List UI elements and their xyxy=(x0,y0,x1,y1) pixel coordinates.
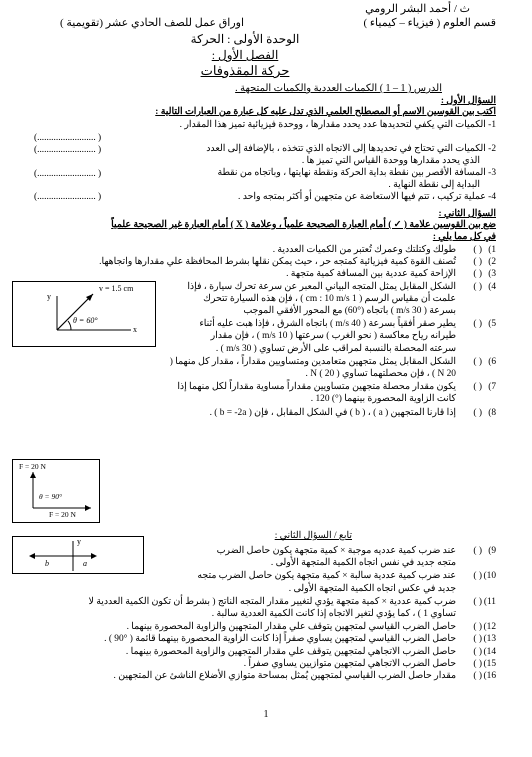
statement-line xyxy=(10,357,496,368)
statement-text: تساوي 1 ) ، كما يؤدي لتغير الاتجاه إذا كانت الكمية العددية سالبة . xyxy=(211,609,456,619)
fig2-force-top: F = 20 N xyxy=(19,462,46,471)
fig2-angle: θ = 90° xyxy=(39,492,62,501)
statement-text: إذا قارنا المتجهين ( a ) ، ( b ) في الشكل المقابل ، فإن ( b = -2a ) . xyxy=(209,407,456,418)
q1-instruction: اكتب بين القوسين الاسم أو المصطلح العلمي الذي تدل عليه كل عبارة من العبارات التالية : xyxy=(155,107,496,117)
unit-title xyxy=(20,32,470,47)
lesson-title: الدرس ( 1 – 1 ) الكميات العددية والكميات المتجهة . xyxy=(235,83,442,94)
statement-line xyxy=(10,257,496,268)
statement-line xyxy=(10,647,496,658)
statement-number: 6) xyxy=(488,356,496,367)
fig1-angle-label: θ = 60° xyxy=(73,316,98,325)
statement-number: 16) xyxy=(483,671,496,681)
fig3-a-label: a xyxy=(83,559,87,568)
answer-paren[interactable]: ( ) xyxy=(473,658,482,669)
statement-text: تُصنف القوة كمية فيزيائية كمتجه حر ، حيث يمكن نقلها بشرط المحافظة علي مقدارها واتجاهها. xyxy=(99,257,456,268)
statement-number: 12) xyxy=(483,622,496,633)
fig1-x-label: x xyxy=(133,325,137,334)
statement-line xyxy=(10,408,496,419)
statement-line xyxy=(10,597,496,608)
statement-line xyxy=(10,269,496,280)
q1-answer-1[interactable]: (......................... ) xyxy=(34,133,102,143)
statement-text: حاصل الضرب الاتجاهي لمتجهين يتوقف علي مقدار المتجهين والزاوية المحصورة بينهما . xyxy=(125,646,456,657)
answer-paren[interactable]: ( ) xyxy=(473,407,482,418)
answer-paren[interactable]: ( ) xyxy=(473,646,482,657)
fig2-force-bottom: F = 20 N xyxy=(49,510,76,519)
answer-paren[interactable]: ( ) xyxy=(473,319,482,330)
statement-number: 8) xyxy=(488,407,496,418)
unit-text: الوحدة الأولى : الحركة xyxy=(190,32,300,46)
topic-text: حركة المقذوفات xyxy=(200,63,290,78)
statement-number: 7) xyxy=(488,382,496,393)
statement-line xyxy=(10,382,496,393)
answer-paren[interactable]: ( ) xyxy=(473,546,482,556)
q1-title: السؤال الأول : xyxy=(440,96,496,106)
answer-paren[interactable]: ( ) xyxy=(473,671,482,681)
statement-line xyxy=(10,571,496,582)
worksheet-title: اوراق عمل للصف الحادي عشر (تقويمية ) xyxy=(60,17,245,29)
statement-text: حاصل الضرب القياسي لمتجهين يساوي صفراً إذا كانت الزاوية المحصورة بينهما قائمة ( °90 ) . xyxy=(104,634,456,645)
answer-paren[interactable]: ( ) xyxy=(473,596,482,607)
answer-paren[interactable]: ( ) xyxy=(473,571,482,582)
statement-text: ضرب كمية عددية × كمية متجهة يؤدي لتغيير مقدار المتجه الناتج ( بشرط أن تكون الكمية العددية لا xyxy=(88,596,456,607)
statement-number: 15) xyxy=(483,658,496,669)
statement-text: مقدار حاصل الضرب القياسي لمتجهين يُمثل بمساحة متوازي الأضلاع الناشئ عن المتجهين . xyxy=(113,671,456,681)
dept-line xyxy=(60,16,496,29)
statement-continuation xyxy=(10,584,456,595)
answer-paren[interactable]: ( ) xyxy=(473,622,482,633)
statement-number: 4) xyxy=(488,281,496,292)
statement-number: 3) xyxy=(488,269,496,280)
chapter-text: الفصل الأول : xyxy=(211,48,279,62)
statement-text: عند ضرب كمية عدديه موجبة × كمية متجهة يكون حاصل الضرب xyxy=(216,546,456,556)
q1-item-2: 2- الكميات التي تحتاج في تحديدها إلى الاتجاه الذي تتخذه ، بالإضافة إلى العدد xyxy=(206,144,496,154)
statement-text: حاصل الضرب القياسي لمتجهين يتوقف علي مقدار المتجهين والزاوية المحصورة بينهما . xyxy=(126,622,456,633)
figure-velocity-vector xyxy=(12,281,156,347)
statement-text: طيرانه رياح معاكسة ( نحو الغرب ) سرعتها ( m/s 10 ) ، فإن مقدار xyxy=(210,331,456,342)
q1-item-4: 4- عملية تركيب ، تتم فيها الاستعاضة عن متجهين أو أكثر بمتجه واحد . xyxy=(238,192,496,202)
statement-line xyxy=(10,671,496,682)
fig3-y-label: y xyxy=(77,537,81,546)
author: ث / أحمد البشر الرومي xyxy=(365,3,470,15)
statement-number: 13) xyxy=(483,634,496,645)
q1-item-3b: البداية إلى نقطة النهاية . xyxy=(388,180,480,190)
statement-text: متجه جديد في نفس اتجاه الكمية المتجهة الأولى . xyxy=(270,558,456,569)
answer-paren[interactable]: ( ) xyxy=(473,257,482,268)
answer-paren[interactable]: ( ) xyxy=(473,356,482,367)
statement-number: 11) xyxy=(483,596,496,607)
velocity-diagram xyxy=(13,282,155,346)
statement-text: عند ضرب كمية عددية سالبة × كمية متجهة يكون حاصل الضرب متجه xyxy=(197,571,456,582)
q2-instruction-1: ضع بين القوسين علامة ( ✓ ) أمام العبارة الصحيحة علمياً ، وعلامة ( X ) أمام العبارة غير الصحيحة علمياً xyxy=(111,220,496,230)
fig1-v-label: v = 1.5 cm xyxy=(99,284,134,293)
fig3-b-label: b xyxy=(45,559,49,568)
statement-text: يطير صقر أفقياً بسرعة ( m/s 40 ) باتجاه الشرق ، فإذا هبت عليه أثناء xyxy=(199,319,456,330)
statement-text: طولك وكتلتك وعمرك تُعتبر من الكميات العددية . xyxy=(272,245,456,255)
answer-paren[interactable]: ( ) xyxy=(473,634,482,645)
statement-text: الشكل المقابل يمثل متجهين متعامدين ومتساويين مقداراً ، مقدار كل منهما ( xyxy=(169,356,456,367)
q1-item-3: 3- المسافة الأقصر بين نقطة بداية الحركة ونقطة نهايتها ، وباتجاه من نقطة xyxy=(217,168,496,178)
q2b-title: تابع / السؤال الثاني : xyxy=(274,531,352,541)
statement-line xyxy=(10,546,496,557)
statement-continuation xyxy=(10,558,456,569)
fig1-y-label: y xyxy=(47,292,51,301)
statement-text: سرعته المحصلة بالنسبة لمراقب على الأرض تساوي ( m/s 30 ) . xyxy=(215,343,456,354)
statement-number: 5) xyxy=(488,319,496,330)
statement-text: يكون مقدار محصلة متجهين متساويين مقداراً مساوية مقداراً لكل منهما إذا xyxy=(177,382,456,393)
page-number: 1 xyxy=(263,709,269,720)
statement-number: 2) xyxy=(488,257,496,268)
statement-line xyxy=(10,659,496,670)
q1-item-1: 1- الكميات التي يكفي لتحديدها عدد يحدد مقدارها ، ووحدة فيزيائية تميز هذا المقدار . xyxy=(179,120,496,130)
statement-number: 10) xyxy=(483,571,496,582)
figure-perpendicular-forces xyxy=(12,459,100,523)
statement-number: 1) xyxy=(488,245,496,255)
author-line xyxy=(20,2,470,15)
statement-line xyxy=(10,622,496,633)
statement-continuation xyxy=(10,369,456,380)
statement-text: علمت أن مقياس الرسم ( 1 cm : 10 m/s ) ، فإن هذه السيارة تتحرك xyxy=(203,293,456,304)
answer-paren[interactable]: ( ) xyxy=(473,245,482,255)
answer-paren[interactable]: ( ) xyxy=(473,281,482,292)
statement-text: الإزاحة كمية عددية بين المسافة كمية متجهة . xyxy=(286,269,456,280)
statement-text: جديد في عكس اتجاه الكمية المتجهة الأولى . xyxy=(288,583,456,594)
q1-answer-3[interactable]: (......................... ) xyxy=(34,169,102,179)
q1-answer-2[interactable]: (......................... ) xyxy=(34,145,102,155)
statement-number: 14) xyxy=(483,646,496,657)
statement-text: كانت الزاوية المحصورة بينهما (°) 120 . xyxy=(310,394,456,405)
statement-text: حاصل الضرب الاتجاهي لمتجهين متوازيين يساوي صفراً . xyxy=(243,658,456,669)
statement-continuation xyxy=(10,394,456,405)
answer-paren[interactable]: ( ) xyxy=(473,382,482,393)
topic-title xyxy=(20,63,470,79)
statement-line xyxy=(10,634,496,645)
statement-text: الشكل المقابل يمثل المتجه البياني المعبر عن سرعة تحرك سيارة ، فإذا xyxy=(187,281,456,292)
statement-text: بسرعة ( m/s 30 ) باتجاه (°60) مع المحور الأفقي الموجب xyxy=(243,306,456,316)
statement-continuation xyxy=(10,609,456,620)
statement-number: 9) xyxy=(488,546,496,556)
q1-item-2b: الذي يحدد مقدارها ووحدة القياس التي تميز ها . xyxy=(301,156,480,166)
statement-text: N 20 ) ، فإن محصلتهما تساوي N ( 20 ) . xyxy=(305,369,456,379)
answer-paren[interactable]: ( ) xyxy=(473,269,482,280)
q2-title: السؤال الثاني : xyxy=(438,209,496,219)
statement-line xyxy=(10,245,496,256)
q2-instruction-2: في كل مما يلي : xyxy=(432,232,496,242)
chapter-title xyxy=(20,48,470,63)
department: قسم العلوم ( فيزياء – كيمياء ) xyxy=(363,17,496,29)
q1-answer-4[interactable]: (......................... ) xyxy=(34,192,102,202)
